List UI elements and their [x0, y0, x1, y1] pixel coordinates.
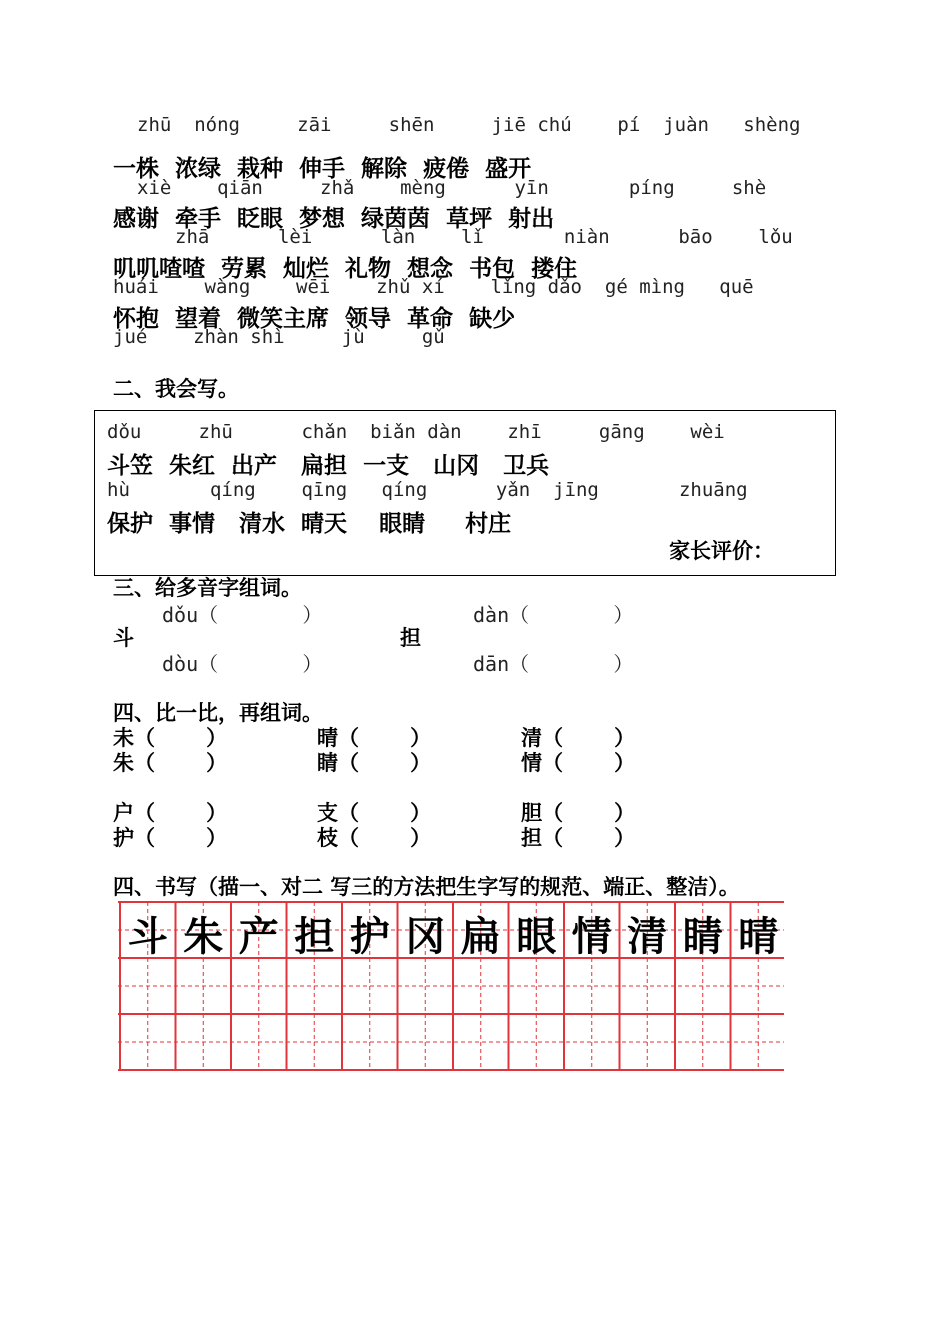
dou-bottom: dòu（ ） [162, 652, 323, 676]
compare-cell: 支（ ） [317, 801, 432, 825]
compare-cell: 睛（ ） [317, 751, 432, 775]
model-character: 朱 [183, 913, 224, 960]
section5-title: 四、书写（描一、对二 写三的方法把生字写的规范、端正、整洁）。 [113, 875, 740, 899]
box-row2-pinyin: hù qíng qīng qíng yǎn jīng zhuāng [107, 479, 748, 501]
pinyin-row: jué zhàn shì jù gǔ [113, 326, 445, 348]
dou-top: dǒu（ ） [162, 603, 323, 627]
model-character: 斗 [127, 913, 168, 960]
model-character: 情 [571, 913, 612, 960]
compare-cell: 清（ ） [521, 726, 636, 750]
model-character: 清 [627, 913, 668, 960]
model-character: 扁 [460, 913, 501, 960]
section4-title: 四、比一比，再组词。 [113, 701, 323, 725]
dan-char: 担 [400, 626, 421, 650]
box-row1-chars: 斗笠 朱红 出产 扁担 一支 山冈 卫兵 [107, 453, 550, 479]
model-character: 担 [294, 913, 335, 960]
section3-title: 三、给多音字组词。 [113, 576, 302, 600]
box-row2-chars: 保护 事情 清水 晴天 眼睛 村庄 [107, 511, 512, 537]
model-character: 产 [238, 913, 279, 960]
compare-cell: 护（ ） [113, 826, 228, 850]
compare-cell: 胆（ ） [521, 801, 636, 825]
hanzi-row: 叽叽喳喳 劳累 灿烂 礼物 想念 书包 搂住 [113, 256, 578, 282]
pinyin-row: zhū nóng zāi shēn jiē chú pí juàn shèng [137, 114, 801, 136]
compare-cell: 枝（ ） [317, 826, 432, 850]
pinyin-row: xiè qiān zhǎ mèng yīn píng shè [137, 177, 767, 199]
dan-bottom: dān（ ） [473, 652, 634, 676]
compare-cell: 担（ ） [521, 826, 636, 850]
compare-cell: 朱（ ） [113, 751, 228, 775]
model-character: 护 [349, 913, 390, 960]
writing-grid [118, 900, 784, 1084]
dan-top: dàn（ ） [473, 603, 634, 627]
hanzi-row: 一株 浓绿 栽种 伸手 解除 疲倦 盛开 [113, 156, 532, 182]
model-character: 晴 [738, 913, 779, 960]
pinyin-row: huái wàng wēi zhǔ xí lǐng dǎo gé mìng quē [113, 276, 754, 298]
section2-title: 二、我会写。 [113, 377, 239, 401]
compare-cell: 情（ ） [521, 751, 636, 775]
pinyin-row: zhā lèi làn lǐ niàn bāo lǒu [175, 226, 793, 248]
model-character: 睛 [682, 913, 723, 960]
compare-cell: 户（ ） [113, 801, 228, 825]
compare-cell: 晴（ ） [317, 726, 432, 750]
hanzi-row: 感谢 牵手 眨眼 梦想 绿茵茵 草坪 射出 [113, 206, 555, 232]
dou-char: 斗 [113, 626, 134, 650]
parent-evaluation: 家长评价： [669, 539, 774, 563]
compare-cell: 未（ ） [113, 726, 228, 750]
writing-box [94, 410, 836, 576]
model-character: 冈 [405, 913, 446, 960]
box-row1-pinyin: dǒu zhū chǎn biǎn dàn zhī gāng wèi [107, 421, 725, 443]
grid-svg [118, 900, 784, 1080]
hanzi-row: 怀抱 望着 微笑主席 领导 革命 缺少 [113, 306, 516, 332]
model-character: 眼 [516, 913, 557, 960]
